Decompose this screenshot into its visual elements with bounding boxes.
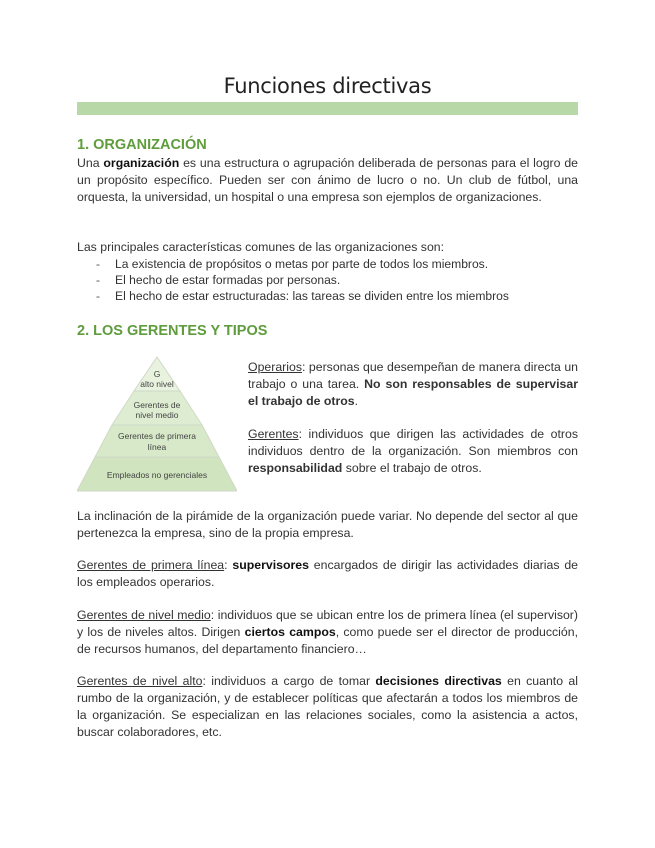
term-operarios: Operarios — [248, 360, 302, 374]
text-span: : individuos que dirigen las actividades de otros individuos dentro de la organización. Son miembros con — [248, 427, 578, 458]
characteristics-intro: Las principales características comunes de las organizaciones son: — [77, 240, 445, 254]
list-item: - El hecho de estar formadas por personas. — [96, 272, 578, 288]
nivel-medio-definition — [77, 607, 578, 658]
list-item: - La existencia de propósitos o metas por parte de todos los miembros. — [96, 256, 578, 272]
pyramid-label: Gerentes de primera — [118, 431, 196, 441]
primera-linea-definition — [77, 557, 578, 591]
title-underline-bar — [77, 102, 578, 115]
text-span: . — [354, 394, 359, 408]
bold-term: ciertos campos — [244, 625, 336, 639]
term-primera-linea: Gerentes de primera línea — [77, 558, 225, 572]
text-span: en cuanto al rumbo de la organización, y de establecer políticas que afectarán a todos los miembros de la organización. Se especializan en las relaciones sociales, como la asistencia a actos, buscar colaboradores, etc. — [77, 674, 578, 739]
term-nivel-alto: Gerentes de nivel alto — [77, 674, 203, 688]
pyramid-label: Gerentes de — [133, 400, 181, 410]
text-span: : — [224, 558, 233, 572]
organizacion-definition — [77, 155, 578, 206]
gerentes-definition — [248, 426, 578, 477]
bold-term: decisiones directivas — [375, 674, 502, 688]
bold-term: organización — [103, 156, 180, 170]
bold-term: supervisores — [232, 558, 309, 572]
text-span: : individuos a cargo de tomar — [202, 674, 376, 688]
list-item: - El hecho de estar estructuradas: las tareas se dividen entre los miembros — [96, 288, 578, 304]
bold-term: responsabilidad — [248, 461, 343, 475]
pyramid-note: La inclinación de la pirámide de la organización puede variar. No depende del sector al que pertenezca la empresa, sino de la propia empresa. — [77, 509, 578, 540]
text-span: : personas que desempeñan de manera directa un trabajo o una tarea. — [248, 360, 578, 391]
text-span: sobre el trabajo de otros. — [342, 461, 482, 475]
text-span: es una estructura o agrupación deliberada de personas para el logro de un propósito específico. Pueden ser con ánimo de lucro o no. Un club de fútbol, una orquesta, la universidad, un hospital o una empresa son ejemplos de organizaciones. — [77, 156, 579, 204]
text-span: encargados de dirigir las actividades diarias de los empleados operarios. — [77, 558, 578, 589]
section-heading-organizacion: 1. ORGANIZACIÓN — [77, 137, 207, 153]
text-span: , como puede ser el director de producción, de recursos humanos, del departamento financiero… — [77, 625, 578, 656]
pyramid-label: línea — [147, 442, 167, 452]
nivel-alto-definition — [77, 673, 578, 741]
text-span: Una — [77, 156, 104, 170]
term-gerentes: Gerentes — [248, 427, 299, 441]
operarios-definition — [248, 359, 578, 410]
page-title: Funciones directivas — [223, 74, 432, 98]
section-heading-gerentes: 2. LOS GERENTES Y TIPOS — [77, 323, 268, 339]
pyramid-level-first-line — [95, 425, 219, 457]
pyramid-label: G — [153, 369, 161, 379]
text-span: : individuos que se ubican entre los de primera línea (el supervisor) y los de niveles altos. Dirigen — [77, 608, 579, 639]
characteristics-list — [96, 256, 578, 305]
bold-term: No son responsables de supervisar el trabajo de otros — [248, 377, 578, 408]
pyramid-label: alto nivel — [140, 379, 174, 389]
pyramid-label: nivel medio — [135, 410, 179, 420]
term-nivel-medio: Gerentes de nivel medio — [77, 608, 211, 622]
pyramid-label: Empleados no gerenciales — [106, 470, 208, 480]
organization-pyramid-diagram — [77, 355, 237, 493]
